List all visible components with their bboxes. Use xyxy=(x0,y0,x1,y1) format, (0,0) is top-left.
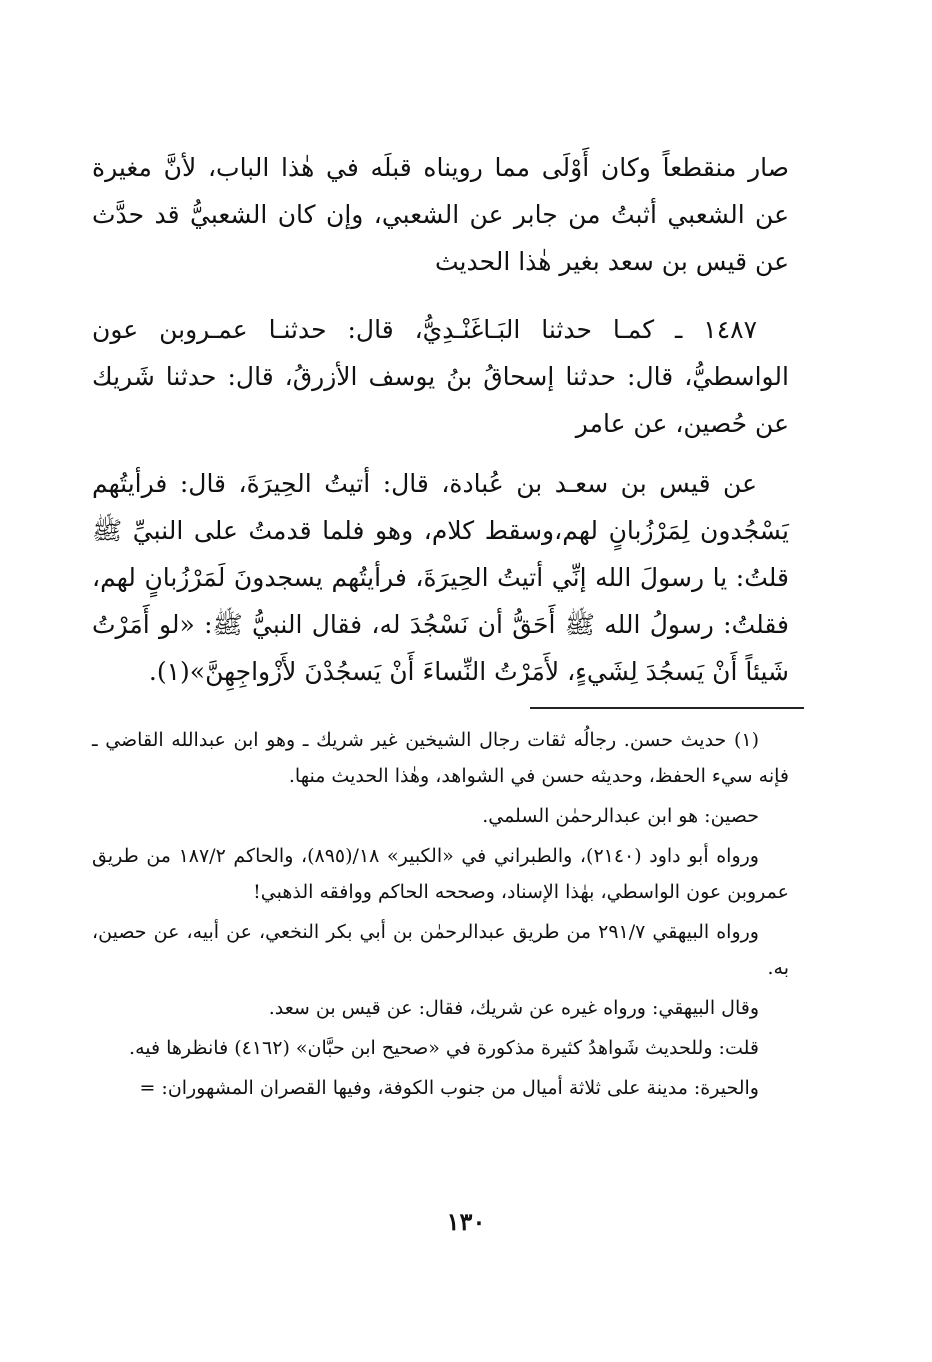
footnote-line: حصين: هو ابن عبدالرحمٰن السلمي. xyxy=(482,805,759,827)
footnote-line: قلت: وللحديث شَواهدُ كثيرة مذكورة في «صحيح ابن حبَّان» (٤١٦٢) فانظرها فيه. xyxy=(129,1037,759,1059)
footnote-line: وقال البيهقي: ورواه غيره عن شريك، فقال: عن قيس بن سعد. xyxy=(268,997,759,1019)
main-paragraph-1 xyxy=(92,144,789,285)
footnote-line: والحيرة: مدينة على ثلاثة أميال من جنوب الكوفة، وفيها القصران المشهوران: = xyxy=(139,1077,759,1099)
paragraph-text: عن قيس بن سعـد بن عُبادة، قال: أتيتُ الحِيرَةَ، قال: فرأيتُهم يَسْجُدون لِمَرْزُبانٍ لهم،وسقط كلام، وهو فلما قدمتُ على النبيِّ ﷺ قلتُ: يا رسولَ الله إنِّي أتيتُ الحِيرَةَ، فرأيتُهم يسجدونَ لَمَرْزُبانٍ لهم، فقلتُ: رسولُ الله ﷺ أَحَقُّ أن نَسْجُدَ له، فقال النبيُّ ﷺ: «لو أَمَرْتُ شَيئاً أَنْ يَسجُدَ لِشَيءٍ، لأَمَرْتُ النِّساءَ أَنْ يَسجُدْنَ لأَزْواجِهِنَّ»(١). xyxy=(92,469,789,686)
footnote-line: (١) حديث حسن. رجالُه ثقات رجال الشيخين غير شريك ـ وهو ابن عبدالله القاضي ـ فإنه سيء الحفظ، وحديثه حسن في الشواهد، وهٰذا الحديث منها. xyxy=(92,729,789,787)
paragraph-text: ١٤٨٧ ـ كمـا حدثنا البَـاغَنْـدِيُّ، قال: حدثنـا عمـروبن عون الواسطيُّ، قال: حدثنا إسحاقُ بنُ يوسف الأزرقُ، قال: حدثنا شَريك عن حُصين، عن عامر xyxy=(92,315,789,438)
footnotes xyxy=(92,722,789,1110)
footnote-separator xyxy=(530,707,804,709)
paragraph-text: صار منقطعاً وكان أَوْلَى مما رويناه قبلَه في هٰذا الباب، لأنَّ مغيرة عن الشعبي أثبتُ من جابر عن الشعبي، وإن كان الشعبيُّ قد حدَّث عن قيس بن سعد بغير هٰذا الحديث xyxy=(92,153,789,276)
footnote-line: ورواه البيهقي ٢٩١/٧ من طريق عبدالرحمٰن بن أبي بكر النخعي، عن أبيه، عن حصين، به. xyxy=(92,921,789,979)
footnote-line: ورواه أبو داود (٢١٤٠)، والطبراني في «الكبير» ١٨/(٨٩٥)، والحاكم ١٨٧/٢ من طريق عمروبن عون الواسطي، بهٰذا الإسناد، وصححه الحاكم ووافقه الذهبي! xyxy=(92,845,789,903)
page-number: ١٣٠ xyxy=(446,1207,486,1236)
hadith-1487-isnad xyxy=(92,306,789,447)
hadith-1487-matn xyxy=(92,460,789,695)
